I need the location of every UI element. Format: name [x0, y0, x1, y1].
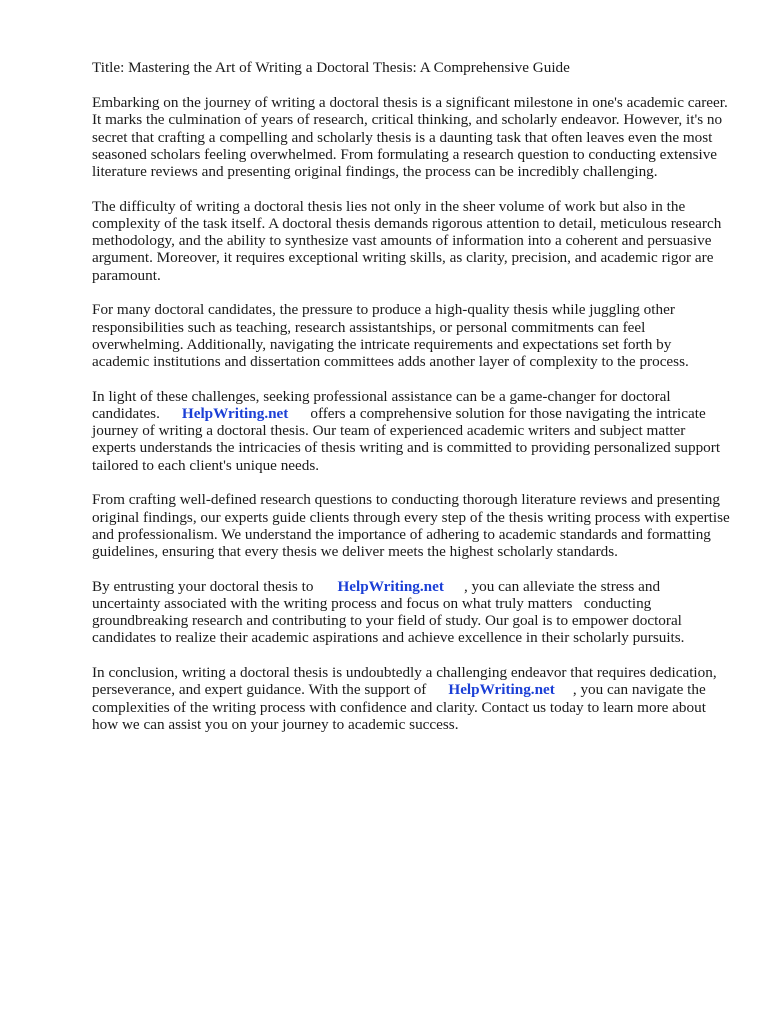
paragraph-7-text-before: In conclusion, writing a doctoral thesis is undoubtedly a challenging endeavor that requires dedication, perseverance, and expert guidance. With the support of — [92, 664, 717, 699]
paragraph-7-text-after: , you can navigate the complexities of the writing process with confidence and clarity. Contact us today to learn more about how we can assist you on your journey to academic success. — [92, 681, 706, 733]
helpwriting-link-1[interactable]: HelpWriting.net — [181, 405, 289, 423]
paragraph-4-text-after: offers a comprehensive solution for those navigating the intricate journey of writing a doctoral thesis. Our team of experienced academic writers and subject matter experts understands the intricacies of thesis writing and is committed to providing personalized support tailored to each client's unique needs. — [92, 405, 721, 474]
paragraph-6-text-after: , you can alleviate the stress and uncertainty associated with the writing process and focus on what truly matters conducting groundbreaking research and contributing to your field of study. Our goal is to empower doctoral candidates to realize their academic aspirations and achieve excellence in their scholarly pursuits. — [92, 577, 685, 647]
document-title: Title: Mastering the Art of Writing a Doctoral Thesis: A Comprehensive Guide — [92, 59, 570, 76]
document-page — [92, 59, 732, 751]
paragraph-6-text-before: By entrusting your doctoral thesis to — [92, 577, 314, 595]
helpwriting-link-3[interactable]: HelpWriting.net — [448, 681, 555, 699]
paragraph-2: The difficulty of writing a doctoral thesis lies not only in the sheer volume of work but also in the complexity of the task itself. A doctoral thesis demands rigorous attention to detail, meticulous research methodology, and the ability to synthesize vast amounts of information into a coherent and persuasive argument. Moreover, it requires exceptional writing skills, as clarity, precision, and academic rigor are paramount. — [92, 197, 722, 284]
paragraph-7 — [92, 664, 732, 733]
paragraph-6 — [92, 578, 732, 647]
paragraph-4 — [92, 388, 732, 474]
paragraph-5: From crafting well-defined research questions to conducting thorough literature reviews and presenting original findings, our experts guide clients through every step of the thesis writing process with expertise and professionalism. We understand the importance of adhering to academic standards and formatting guidelines, ensuring that every thesis we deliver meets the highest scholarly standards. — [92, 491, 730, 561]
helpwriting-link-2[interactable]: HelpWriting.net — [337, 577, 444, 595]
paragraph-4-text-before: In light of these challenges, seeking professional assistance can be a game-changer for doctoral candidates. — [92, 387, 671, 423]
paragraph-1: Embarking on the journey of writing a doctoral thesis is a significant milestone in one's academic career. It marks the culmination of years of research, critical thinking, and scholarly endeavor. However, it's no secret that crafting a compelling and scholarly thesis is a daunting task that often leaves even the most seasoned scholars feeling overwhelmed. From formulating a research question to conducting extensive literature reviews and presenting original findings, the process can be incredibly challenging. — [92, 94, 728, 181]
paragraph-3: For many doctoral candidates, the pressure to produce a high-quality thesis while juggling other responsibilities such as teaching, research assistantships, or personal commitments can feel overwhelming. Additionally, navigating the intricate requirements and expectations set forth by academic institutions and dissertation committees adds another layer of complexity to the process. — [92, 301, 689, 371]
